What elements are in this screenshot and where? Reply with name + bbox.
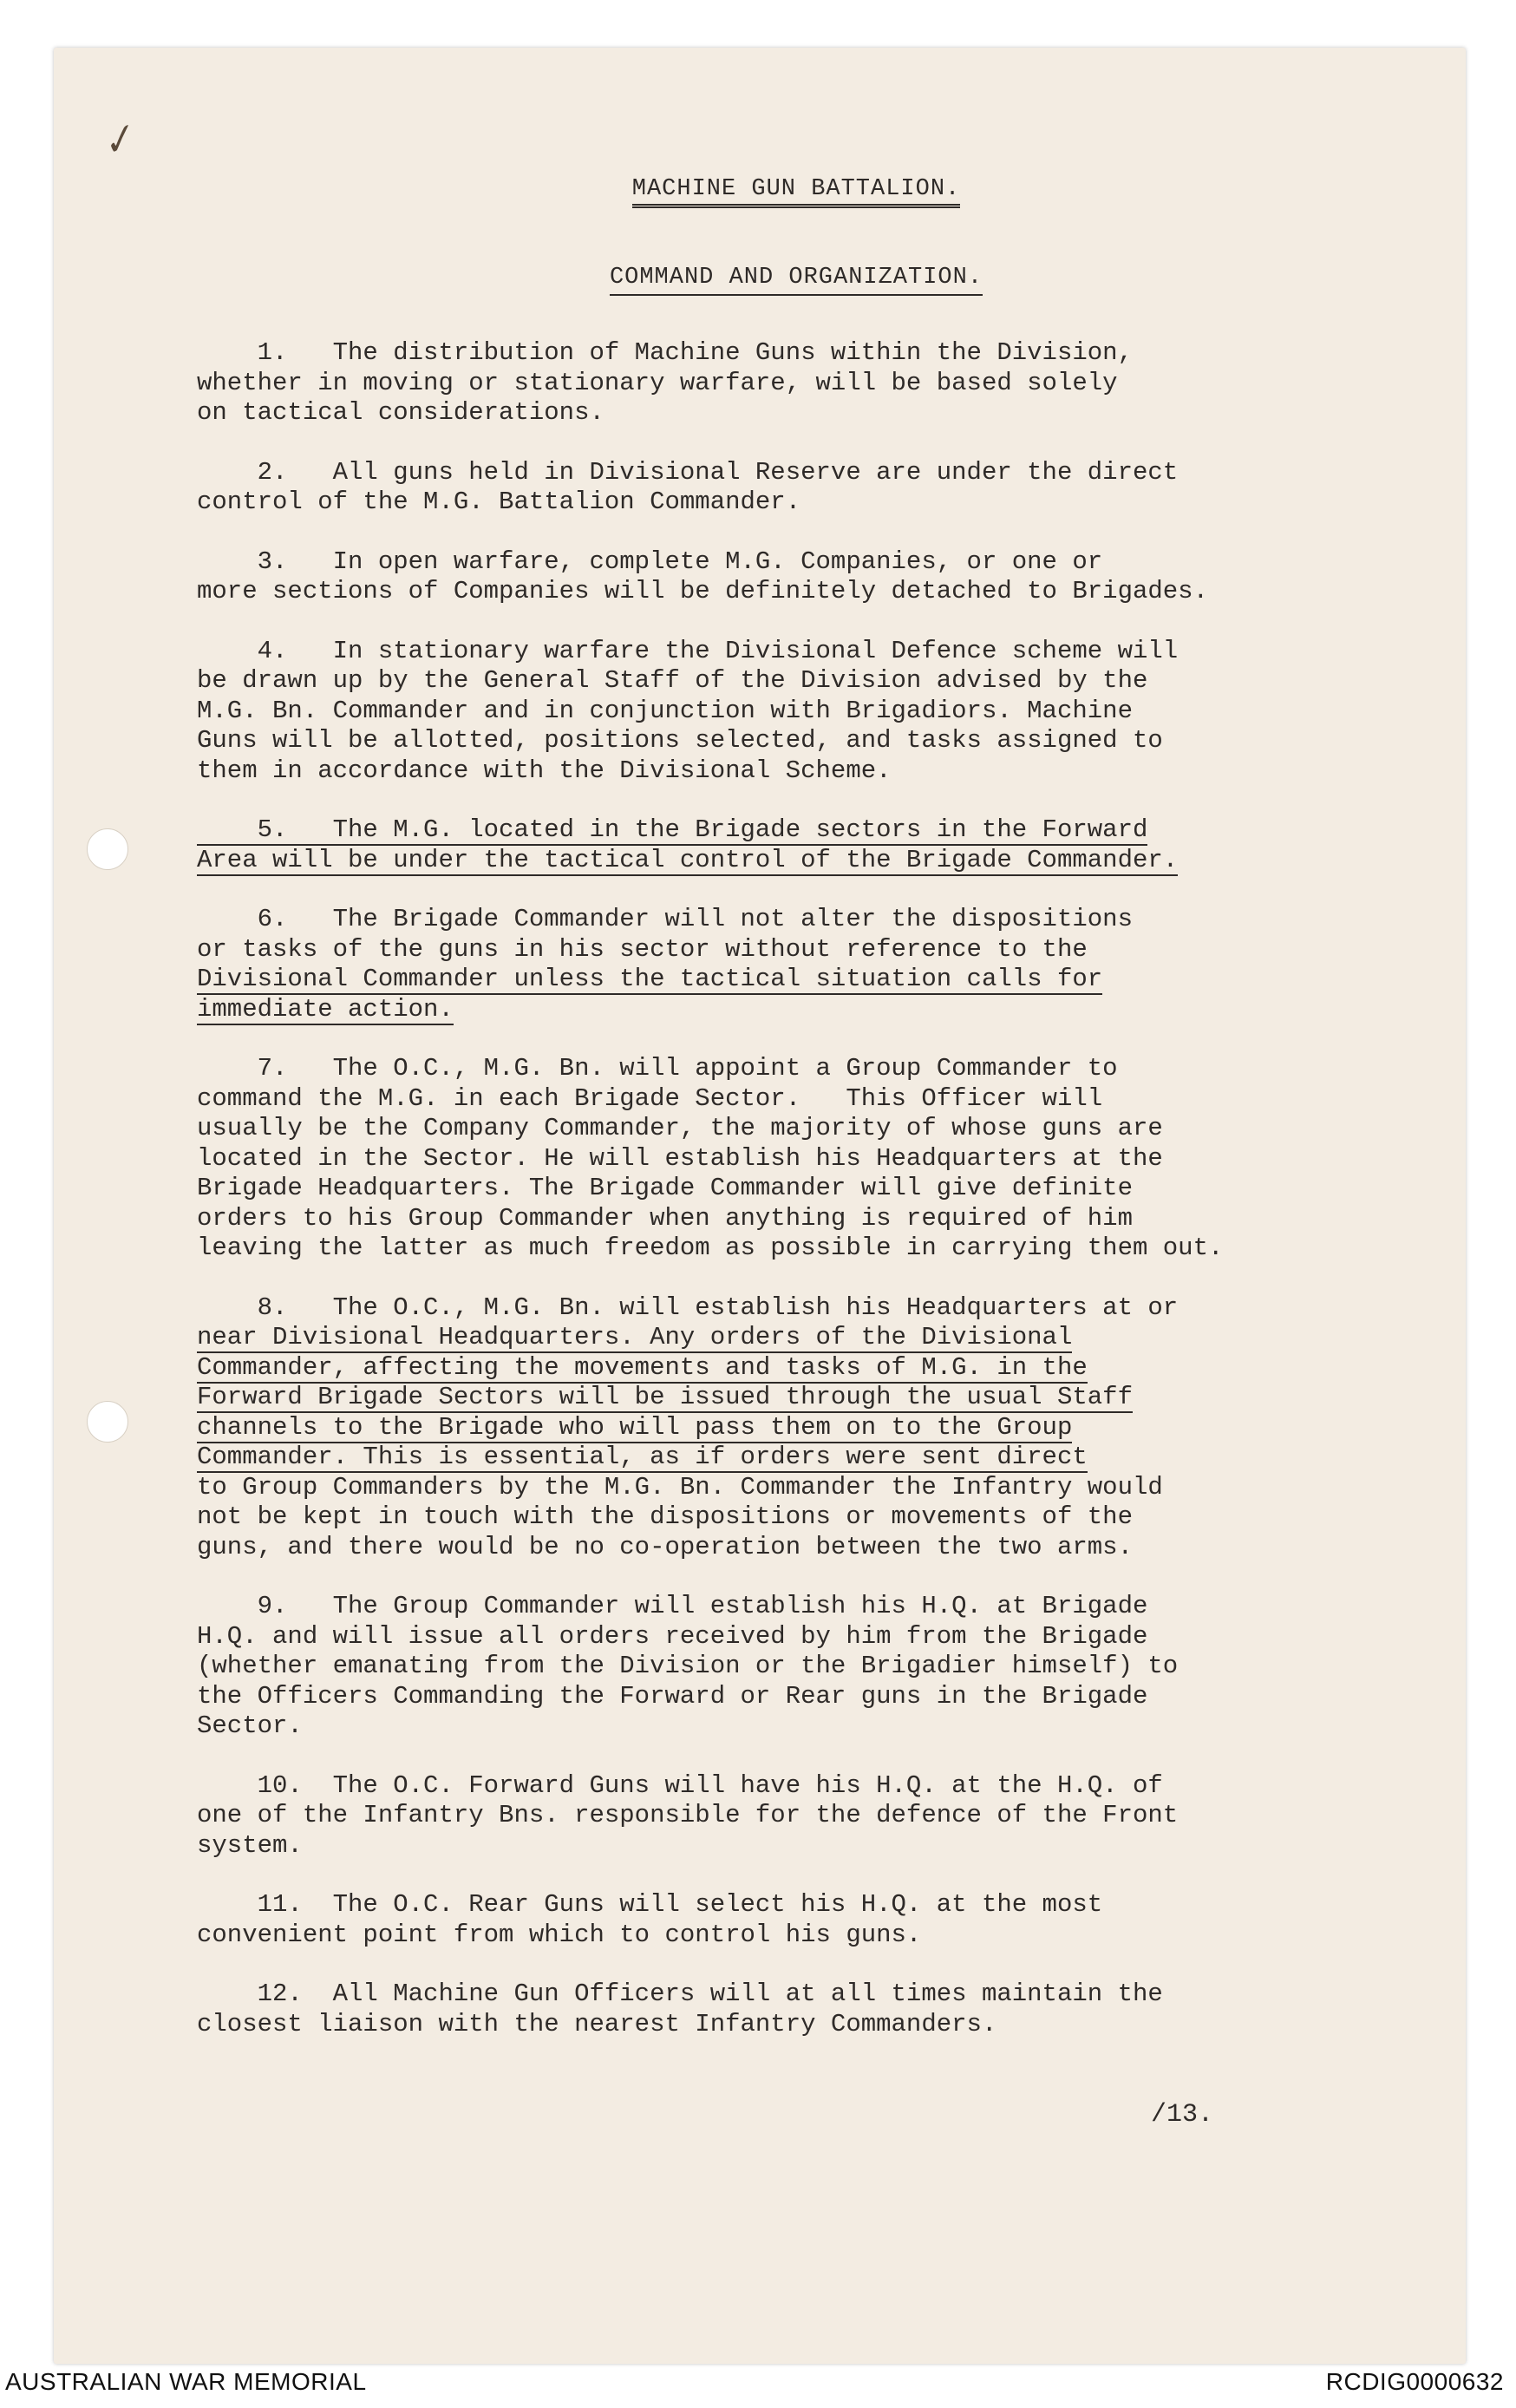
paragraph-line: orders to his Group Commander when anything is required of him <box>197 1203 1133 1233</box>
paragraph-line: 7. The O.C., M.G. Bn. will appoint a Group Commander to <box>197 1054 1118 1083</box>
footer-institution: AUSTRALIAN WAR MEMORIAL <box>5 2368 367 2395</box>
paragraph-line: not be kept in touch with the dispositions or movements of the <box>197 1502 1133 1531</box>
page-reference: /13. <box>1151 2100 1214 2130</box>
paragraph-11 <box>197 1890 1428 1950</box>
paragraph-line: located in the Sector. He will establish his Headquarters at the <box>197 1143 1163 1173</box>
paragraph-6 <box>197 905 1428 1024</box>
paragraph-line: 3. In open warfare, complete M.G. Companies, or one or <box>197 546 1103 576</box>
paragraph-line: Divisional Commander unless the tactical situation calls for <box>197 965 1103 993</box>
paragraph-line: whether in moving or stationary warfare, will be based solely <box>197 368 1118 397</box>
paragraph-line: Guns will be allotted, positions selected, and tasks assigned to <box>197 726 1163 755</box>
paragraph-line: 12. All Machine Gun Officers will at all times maintain the <box>197 1979 1163 2008</box>
paragraph-line: command the M.G. in each Brigade Sector. This Officer will <box>197 1083 1103 1113</box>
paragraph-line: Commander. This is essential, as if orders were sent direct <box>197 1443 1088 1471</box>
paragraph-line: Commander, affecting the movements and tasks of M.G. in the <box>197 1352 1088 1382</box>
paragraph-line: 4. In stationary warfare the Divisional Defence scheme will <box>197 636 1179 665</box>
paragraph-line: 5. The M.G. located in the Brigade sectors in the Forward <box>197 815 1148 844</box>
paragraph-line: 11. The O.C. Rear Guns will select his H.Q. at the most <box>197 1890 1103 1919</box>
paragraph-line: system. <box>197 1830 303 1860</box>
paragraph-line: the Officers Commanding the Forward or Rear guns in the Brigade <box>197 1681 1148 1711</box>
document-body <box>197 338 1428 2069</box>
paragraph-line: 2. All guns held in Divisional Reserve are under the direct <box>197 457 1179 487</box>
paragraph-line: control of the M.G. Battalion Commander. <box>197 487 801 516</box>
tick-mark: ✓ <box>95 115 140 167</box>
paragraph-line: 10. The O.C. Forward Guns will have his H.Q. at the H.Q. of <box>197 1770 1163 1800</box>
paragraph-9 <box>197 1592 1428 1742</box>
paragraph-7 <box>197 1054 1428 1264</box>
paragraph-line: Sector. <box>197 1711 303 1740</box>
paragraph-1 <box>197 338 1428 429</box>
paragraph-4 <box>197 637 1428 787</box>
paragraph-line: (whether emanating from the Division or the Brigadier himself) to <box>197 1652 1179 1680</box>
paragraph-line: usually be the Company Commander, the majority of whose guns are <box>197 1114 1163 1142</box>
paragraph-line: Area will be under the tactical control of the Brigade Commander. <box>197 845 1179 874</box>
paragraph-2 <box>197 458 1428 518</box>
paragraph-line: to Group Commanders by the M.G. Bn. Commander the Infantry would <box>197 1472 1163 1502</box>
paragraph-12 <box>197 1979 1428 2039</box>
document-subtitle: COMMAND AND ORGANIZATION. <box>610 265 983 296</box>
paragraph-line: guns, and there would be no co-operation between the two arms. <box>197 1532 1133 1561</box>
document-page <box>54 48 1466 2364</box>
punch-hole-bottom <box>87 1401 128 1443</box>
paragraph-line: them in accordance with the Divisional Scheme. <box>197 756 892 785</box>
paragraph-line: immediate action. <box>197 994 454 1024</box>
paragraph-line: 1. The distribution of Machine Guns within the Division, <box>197 338 1133 367</box>
paragraph-line: more sections of Companies will be definitely detached to Brigades. <box>197 577 1208 605</box>
paragraph-line: 9. The Group Commander will establish his H.Q. at Brigade <box>197 1592 1148 1620</box>
paragraph-line: Brigade Headquarters. The Brigade Commander will give definite <box>197 1174 1133 1202</box>
paragraph-line: M.G. Bn. Commander and in conjunction with Brigadiors. Machine <box>197 696 1133 725</box>
paragraph-line: leaving the latter as much freedom as possible in carrying them out. <box>197 1233 1224 1262</box>
paragraph-line: channels to the Brigade who will pass them on to the Group <box>197 1412 1073 1442</box>
paragraph-10 <box>197 1771 1428 1862</box>
paragraph-line: one of the Infantry Bns. responsible for the defence of the Front <box>197 1801 1179 1829</box>
paragraph-line: H.Q. and will issue all orders received by him from the Brigade <box>197 1621 1148 1651</box>
footer-reference-id: RCDIG0000632 <box>1325 2368 1504 2395</box>
document-title: MACHINE GUN BATTALION. <box>632 176 960 208</box>
paragraph-line: closest liaison with the nearest Infantry Commanders. <box>197 2009 997 2038</box>
paragraph-line: Forward Brigade Sectors will be issued through the usual Staff <box>197 1383 1133 1411</box>
paragraph-line: be drawn up by the General Staff of the Division advised by the <box>197 666 1148 695</box>
paragraph-line: on tactical considerations. <box>197 398 604 427</box>
paragraph-5 <box>197 815 1428 875</box>
punch-hole-top <box>87 828 128 870</box>
paragraph-3 <box>197 547 1428 607</box>
paragraph-line: 8. The O.C., M.G. Bn. will establish his Headquarters at or <box>197 1292 1179 1322</box>
paragraph-8 <box>197 1293 1428 1563</box>
paragraph-line: or tasks of the guns in his sector without reference to the <box>197 934 1088 964</box>
paragraph-line: 6. The Brigade Commander will not alter the dispositions <box>197 905 1133 933</box>
paragraph-line: near Divisional Headquarters. Any orders of the Divisional <box>197 1323 1073 1351</box>
paragraph-line: convenient point from which to control his guns. <box>197 1920 922 1949</box>
